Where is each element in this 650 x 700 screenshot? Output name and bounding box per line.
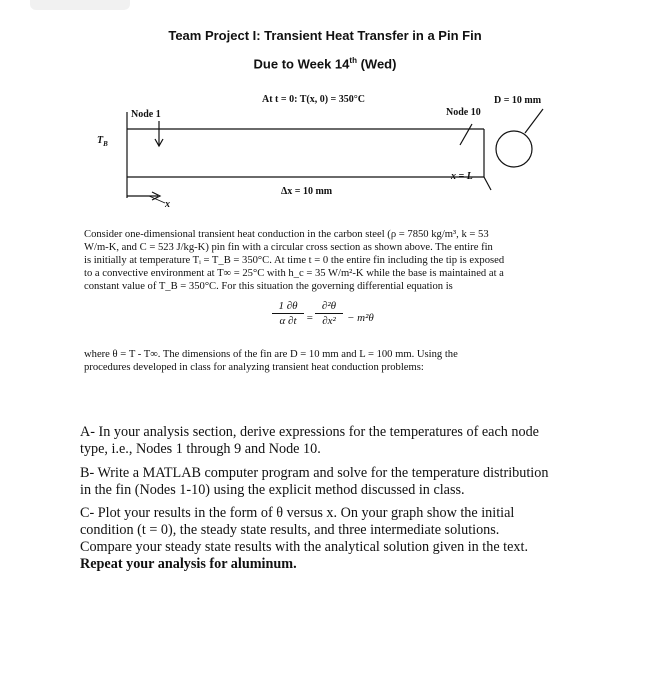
repeat-aluminum: Repeat your analysis for aluminum. [80, 556, 297, 572]
cross-section-circle [496, 131, 532, 167]
x-equals-l-label: x = L [451, 171, 473, 182]
x-axis-label: x [165, 199, 170, 210]
xl-pointer [484, 177, 491, 190]
tb-label: $T_B$ [97, 135, 108, 148]
diameter-leader [525, 109, 543, 133]
node10-arrow [460, 124, 472, 145]
initial-condition-label: At t = 0: T(x, 0) = 350°C [262, 94, 365, 105]
node1-label: Node 1 [131, 109, 161, 120]
delta-x-label: Δx = 10 mm [281, 186, 333, 197]
page-title: Team Project I: Transient Heat Transfer in a Pin Fin [168, 28, 482, 43]
diameter-label: D = 10 mm [494, 95, 542, 106]
due-date: Due to Week 14th (Wed) [253, 56, 397, 72]
node10-label: Node 10 [446, 107, 481, 118]
